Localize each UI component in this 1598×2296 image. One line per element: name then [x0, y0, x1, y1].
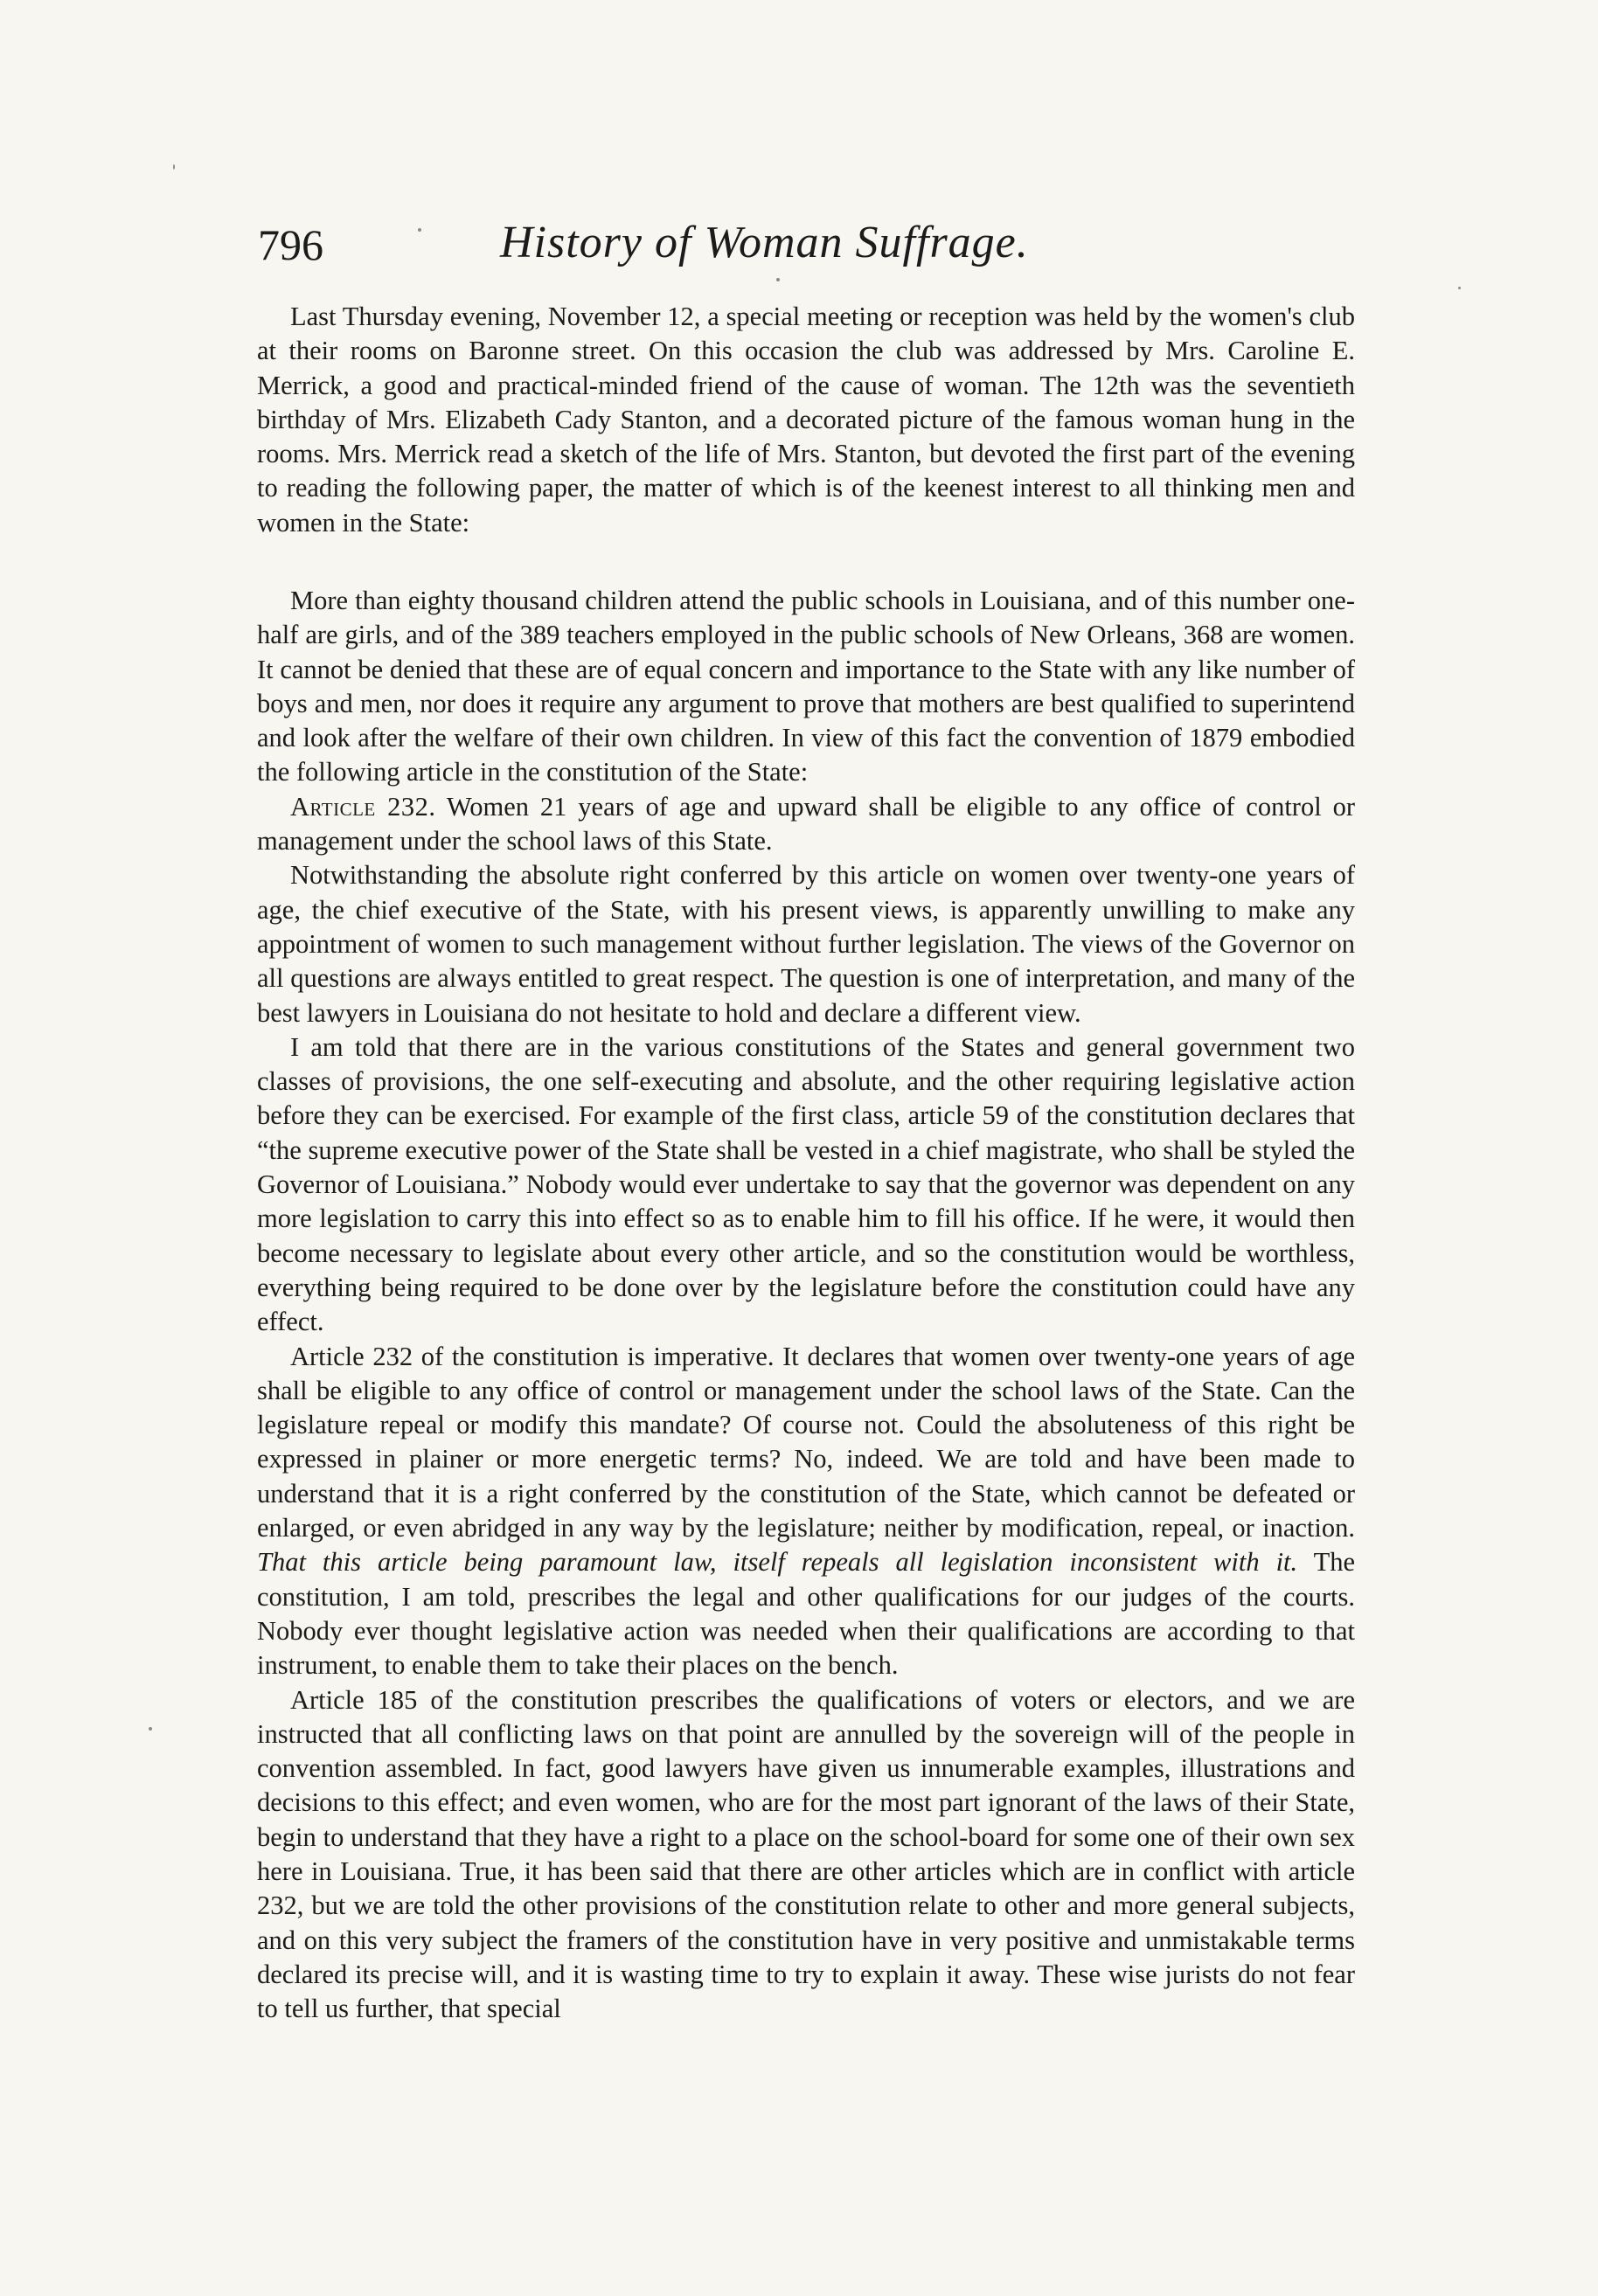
paper-paragraph-5 [257, 1340, 1355, 1683]
paper-paragraph-5-italic: That this article being paramount law, itself repeals all legislation inconsistent with it. [257, 1547, 1298, 1578]
paper-paragraph-1: More than eighty thousand children attend the public schools in Louisiana, and of this number one-half are girls, and of the 389 teachers employed in the public schools of New Orleans, 368 are women. It cannot be denied that these are of equal concern and importance to the State with any like number of boys and men, nor does it require any argument to prove that mothers are best qualified to superintend and look after the welfare of their own children. In view of this fact the convention of 1879 embodied the following article in the constitution of the State: [257, 586, 1355, 787]
paper-speck [776, 278, 780, 281]
paper-paragraph-4: I am told that there are in the various constitutions of the States and general government two classes of provisions, the one self-executing and absolute, and the other requiring legislative action before they can be exercised. For example of the first class, article 59 of the constitution declares that “the supreme executive power of the State shall be vested in a chief magistrate, who shall be styled the Governor of Louisiana.” Nobody would ever undertake to say that the governor was dependent on any more legislation to carry this into effect so as to enable him to fill his office. If he were, it would then become necessary to legislate about every other article, and so the constitution would be worthless, everything being required to be done over by the legislature before the constitution could have any effect. [257, 1031, 1355, 1337]
paper-paragraph-3: Notwithstanding the absolute right conferred by this article on women over twenty-one years of age, the chief executive of the State, with his present views, is apparently unwilling to make any appointment of women to such management without further legislation. The views of the Governor on all questions are always entitled to great respect. The question is one of interpretation, and many of the best lawyers in Louisiana do not hesitate to hold and declare a different view. [257, 860, 1355, 1028]
paper-speck [418, 228, 421, 232]
paper-paragraph-6: Article 185 of the constitution prescribes the qualifications of voters or electors, and we are instructed that all conflicting laws on that point are annulled by the sovereign will of the people in convention assembled. In fact, good lawyers have given us innumerable examples, illustrations and decisions to this effect; and even women, who are for the most part ignorant of the laws of their State, begin to understand that they have a right to a place on the school-board for some one of their own sex here in Louisiana. True, it has been said that there are other articles which are in conflict with article 232, but we are told the other provisions of the constitution relate to other and more general subjects, and on this very subject the framers of the constitution have in very positive and unmistakable terms declared its precise will, and it is wasting time to try to explain it away. These wise jurists do not fear to tell us further, that special [257, 1684, 1355, 2024]
article-text: Women 21 years of age and upward shall be eligible to any office of control or management under the school laws of this State. [257, 791, 1355, 857]
paper-paragraph-5-part2: The constitution, I am told, prescribes the legal and other qualifications for our judges of the courts. Nobody ever thought legislative action was needed when their qualifications are according to that instrument, to enable them to take their places on the bench. [257, 1547, 1356, 1681]
page-number: 796 [258, 220, 323, 269]
quoted-paper [257, 584, 1355, 2026]
intro-section [257, 300, 1355, 540]
paper-speck [1458, 287, 1461, 289]
paper-speck [173, 164, 175, 170]
running-title: History of Woman Suffrage. [500, 218, 1029, 267]
paper-paragraph-5-part1: Article 232 of the constitution is imperative. It declares that women over twenty-one years of age shall be eligible to any office of control or management under the school laws of the State. Can the legislature repeal or modify this mandate? Of course not. Could the absoluteness of this right be expressed in plainer or more energetic terms? No, indeed. We are told and have been made to understand that it is a right conferred by the constitution of the State, which cannot be defeated or enlarged, or even abridged in any way by the legislature; neither by modification, repeal, or inaction. [257, 1341, 1355, 1543]
paper-speck [149, 1727, 152, 1731]
article-232-paragraph [257, 790, 1355, 859]
intro-paragraph: Last Thursday evening, November 12, a special meeting or reception was held by the women's club at their rooms on Baronne street. On this occasion the club was addressed by Mrs. Caroline E. Merrick, a good and practical-minded friend of the cause of woman. The 12th was the seventieth birthday of Mrs. Elizabeth Cady Stanton, and a decorated picture of the famous woman hung in the rooms. Mrs. Merrick read a sketch of the life of Mrs. Stanton, but devoted the first part of the evening to reading the following paper, the matter of which is of the keenest interest to all thinking men and women in the State: [257, 302, 1355, 538]
article-label: Article 232. [290, 791, 436, 822]
